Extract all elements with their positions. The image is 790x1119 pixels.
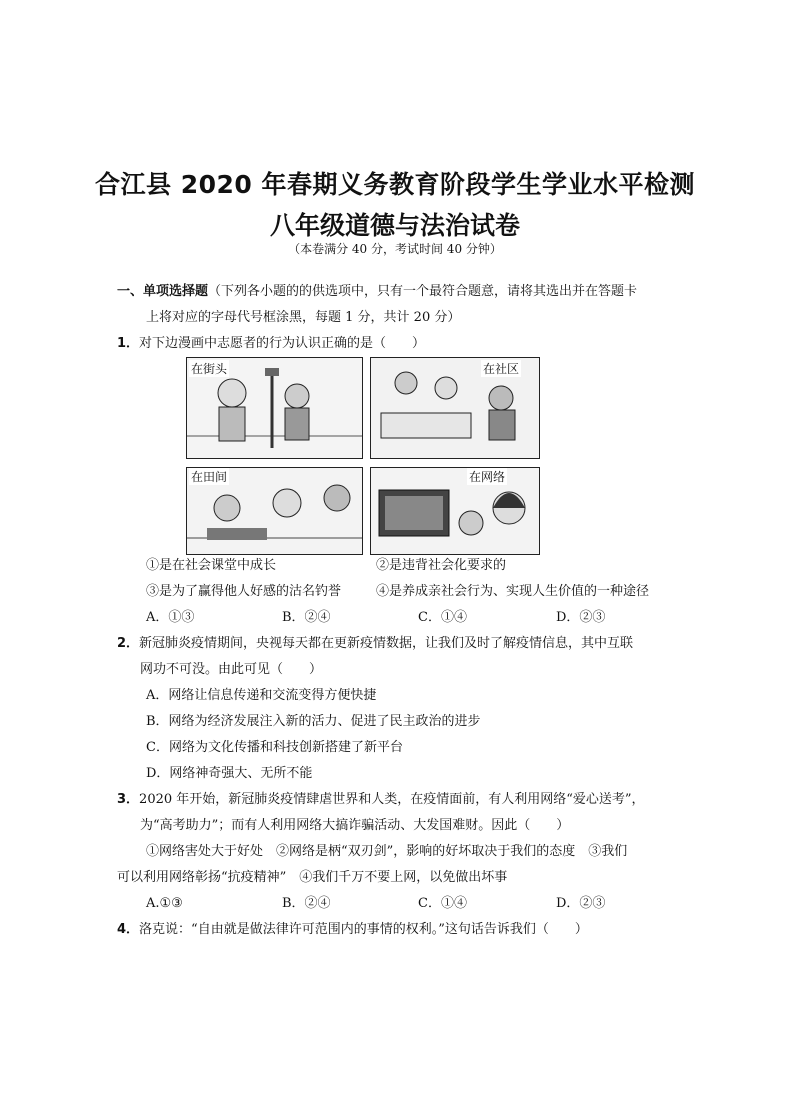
question-4-stem <box>117 921 588 939</box>
exam-title-line2: 八年级道德与法治试卷 <box>269 211 520 240</box>
question-3-option-c: C．①④ <box>418 896 467 911</box>
question-4-text: 洛克说：“自由就是做法律许可范围内的事情的权利。”这句话告诉我们（ ） <box>139 922 588 937</box>
question-2-stem-2: 网功不可没。由此可见（ ） <box>140 662 323 677</box>
question-1-statement-4: ④是养成亲社会行为、实现人生价值的一种途径 <box>376 584 650 599</box>
network-illustration <box>371 468 539 554</box>
question-2-option-c: C．网络为文化传播和科技创新搭建了新平台 <box>146 740 403 755</box>
panel-label-street: 在街头 <box>191 362 228 376</box>
question-4-number: 4． <box>117 922 140 937</box>
cartoon-panel-field <box>186 467 363 555</box>
cartoon-panel-street <box>186 357 363 459</box>
question-1-statement-3: ③是为了赢得他人好感的沽名钓誉 <box>146 584 342 599</box>
cartoon-panel-network <box>370 467 540 555</box>
question-3-option-b: B．②④ <box>282 896 331 911</box>
question-3-statements-2: 可以利用网络彰扬“抗疫精神” ④我们千万不要上网，以免做出坏事 <box>117 870 508 885</box>
question-3-statements-1: ①网络害处大于好处 ②网络是柄“双刃剑”，影响的好坏取决于我们的态度 ③我们 <box>146 844 628 859</box>
question-1-statement-2: ②是违背社会化要求的 <box>376 558 507 573</box>
question-1-option-a: A．①③ <box>146 610 195 625</box>
question-3-text-1: 2020 年开始，新冠肺炎疫情肆虐世界和人类，在疫情面前，有人利用网络“爱心送考”， <box>139 792 645 807</box>
question-3-number: 3． <box>117 792 140 807</box>
section-heading: 一、单项选择题 <box>117 284 209 299</box>
panel-label-community: 在社区 <box>482 362 519 376</box>
question-2-option-a: A．网络让信息传递和交流变得方便快捷 <box>146 688 377 703</box>
section-heading-line <box>117 283 637 301</box>
section-instructions-1: （下列各小题的的供选项中，只有一个最符合题意，请将其选出并在答题卡 <box>208 284 638 299</box>
question-1-text: 对下边漫画中志愿者的行为认识正确的是（ ） <box>139 336 426 351</box>
question-2-text-1: 新冠肺炎疫情期间，央视每天都在更新疫情数据，让我们及时了解疫情信息，其中互联 <box>139 636 634 651</box>
section-instructions-2: 上将对应的字母代号框涂黑，每题 1 分，共计 20 分） <box>146 310 461 325</box>
cartoon-panel-community <box>370 357 540 459</box>
question-1-number: 1． <box>117 336 140 351</box>
question-3-option-a: A.①③ <box>146 896 183 911</box>
question-1-stem <box>117 335 425 353</box>
question-3-option-d: D．②③ <box>556 896 606 911</box>
panel-label-field: 在田间 <box>191 470 228 484</box>
question-1-cartoon <box>186 357 540 555</box>
question-2-stem-1 <box>117 635 633 653</box>
question-1-option-b: B．②④ <box>282 610 331 625</box>
question-1-option-d: D．②③ <box>556 610 606 625</box>
panel-label-network: 在网络 <box>469 470 506 484</box>
question-3-stem-2: 为“高考助力”；而有人利用网络大搞诈骗活动、大发国难财。因此（ ） <box>140 818 570 833</box>
question-2-option-d: D．网络神奇强大、无所不能 <box>146 766 313 781</box>
question-2-number: 2． <box>117 636 140 651</box>
exam-note: （本卷满分 40 分，考试时间 40 分钟） <box>288 242 502 256</box>
question-1-option-c: C．①④ <box>418 610 467 625</box>
exam-title-line1: 合江县 2020 年春期义务教育阶段学生学业水平检测 <box>95 170 695 199</box>
question-3-stem-1 <box>117 791 645 809</box>
question-1-statement-1: ①是在社会课堂中成长 <box>146 558 277 573</box>
question-2-option-b: B．网络为经济发展注入新的活力、促进了民主政治的进步 <box>146 714 481 729</box>
